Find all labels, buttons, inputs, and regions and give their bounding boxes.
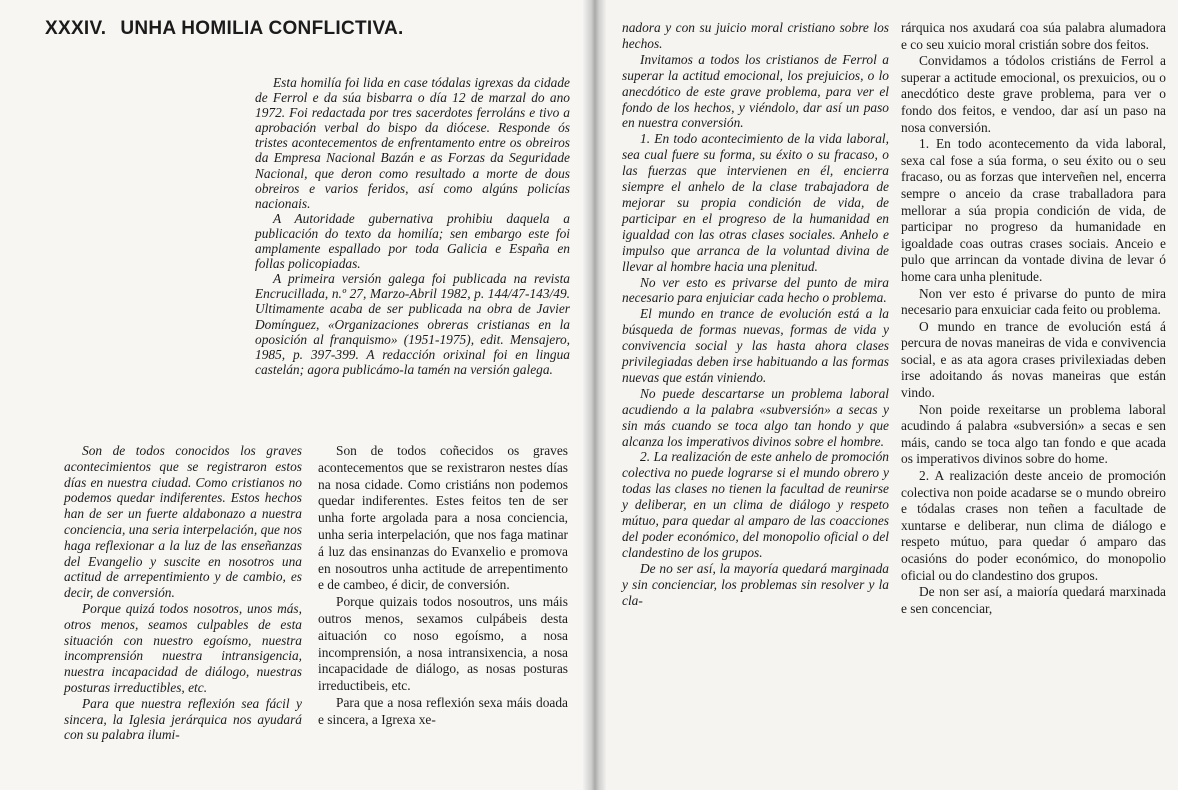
spanish-paragraph: 2. La realización de este anhelo de promoción colectiva no puede lograrse si el mundo obrero y todas las clases no tienen la facultad de reunirse y deliberar, en un clima de diálogo y respeto mútuo, para quedar al amparo de las coacciones del poder económico, del monopolio oficial o del clandestino de los grupos.	[622, 449, 889, 560]
galician-paragraph: Son de todos coñecidos os graves acontecementos que se rexistraron nestes días na nosa cidade. Como cristiáns non podemos quedar indiferentes. Estes feitos ten de ser unha forte argolada para a nosa conciencia, unha seria interpelación, que nos faga matinar á luz das ensinanzas do Evanxelio e promova en nosoutros unha actitude de arrepentimento e de cambeo, é dicir, de conversión.	[318, 443, 568, 593]
galician-column-right	[901, 20, 1166, 617]
book-gutter	[583, 0, 606, 790]
right-page	[606, 0, 1178, 790]
galician-paragraph: Convidamos a tódolos cristiáns de Ferrol a superar a actitude emocional, os prexuicios, ou o anecdótico deste grave problema, para ver o fondo dos feitos, e vendoo, dar así un paso na nosa conversión.	[901, 53, 1166, 135]
galician-column-left	[318, 443, 568, 729]
galician-paragraph: 2. A realización deste anceio de promoción colectiva non poide acadarse se o mundo obreiro e tódalas crases non teñen a facultade de xuntarse e deliberar, nun clima de diálogo e respeto mútuo, para quedar ó amparo das ocasións do poder económico, do monopolio oficial ou do clandestino dos grupos.	[901, 468, 1166, 583]
intro-note	[255, 75, 570, 377]
spanish-paragraph: No puede descartarse un problema laboral acudiendo a la palabra «subversión» a secas y sin más cuando se toca algo tan hondo y que alcanza los imperativos divinos sobre el hombre.	[622, 385, 889, 449]
chapter-number: XXXIV.	[45, 18, 107, 39]
galician-paragraph: Porque quizais todos nosoutros, uns máis outros menos, sexamos culpábeis desta aituación co noso egoísmo, a nosa incomprensión, a nosa intransixencia, a nosa incapacidade de diálogo, as nosas posturas irreductibeis, etc.	[318, 594, 568, 694]
galician-paragraph: Para que a nosa reflexión sexa máis doada e sincera, a Igrexa xe-	[318, 694, 568, 727]
chapter-heading	[45, 18, 404, 40]
galician-paragraph: Non ver esto é privarse do punto de mira necesario para enxuiciar cada feito ou problema.	[901, 285, 1166, 318]
spanish-paragraph: Para que nuestra reflexión sea fácil y sincera, la Iglesia jerárquica nos ayudará con su palabra ilumi-	[64, 695, 302, 743]
galician-paragraph: rárquica nos axudará coa súa palabra alumadora e co seu xuicio moral cristián sobre dos feitos.	[901, 20, 1166, 52]
spanish-paragraph: Son de todos conocidos los graves acontecimientos que se registraron estos días en nuestra ciudad. Como cristianos no podemos quedar indiferentes. Estos hechos han de ser un fuerte aldabonazo a nuestra conciencia, una seria interpelación, que nos haga reflexionar a la luz de las enseñanzas del Evangelio y suscite en nosotros una actitud de arrepentimiento y de cambio, es decir, de conversión.	[64, 443, 302, 601]
spanish-paragraph: El mundo en trance de evolución está a la búsqueda de formas nuevas, formas de vida y convivencia social y las hasta ahora clases privilegiadas deben irse habituando a las formas nuevas que están viniendo.	[622, 306, 889, 385]
galician-paragraph: De non ser así, a maioría quedará marxinada e sen concenciar,	[901, 584, 1166, 616]
intro-paragraph: A Autoridade gubernativa prohibiu daquela a publicación do texto da homilía; sen embargo este foi amplamente espallado por toda Galicia e España en follas policopiadas.	[255, 210, 570, 272]
galician-paragraph: O mundo en trance de evolución está á percura de novas maneiras de vida e convivencia social, e as ata agora crases privilexiadas deben irse adoitando ás novas maneiras que están vindo.	[901, 318, 1166, 401]
left-page	[0, 0, 583, 790]
spanish-paragraph: No ver esto es privarse del punto de mira necesario para enjuiciar cada hecho o problema.	[622, 274, 889, 306]
intro-paragraph: A primeira versión galega foi publicada na revista Encrucillada, n.º 27, Marzo-Abril 1982, p. 144/47-143/49. Ultimamente acaba de ser publicada na obra de Javier Domínguez, «Organizaciones obreras cristianas en la oposición al franquismo» (1951-1975), edit. Mensajero, 1985, p. 397-399. A redacción orixinal foi en lingua castelán; agora publicámo-la tamén na versión galega.	[255, 271, 570, 377]
spanish-column-left	[64, 443, 302, 743]
spanish-paragraph: Invitamos a todos los cristianos de Ferrol a superar la actitud emocional, los prejuicios, o lo anecdótico de este grave problema, para ver el fondo de los hechos, y viéndolo, dar así un paso en nuestra conversión.	[622, 51, 889, 131]
spanish-paragraph: 1. En todo acontecimiento de la vida laboral, sea cual fuere su forma, su éxito o su fracaso, o las fuerzas que intervienen en él, encierra siempre el anhelo de la clase trabajadora de mejorar su propia condición de vida, de participar en el progreso de la humanidad en igualdad con las otras clases sociales. Anhelo e impulso que arranca de la voluntad divina de llevar al hombre hacia una plenitud.	[622, 131, 889, 274]
chapter-title: UNHA HOMILIA CONFLICTIVA.	[120, 18, 404, 39]
galician-paragraph: Non poide rexeitarse un problema laboral acudindo á palabra «subversión» a secas e sen máis, cando se toca algo tan fondo e que acada os imperativos divinos sobre do home.	[901, 401, 1166, 467]
spanish-column-right	[622, 20, 889, 609]
galician-paragraph: 1. En todo acontecemento da vida laboral, sexa cal fose a súa forma, o seu éxito ou o seu fracaso, ou as forzas que interveñen nel, encerra sempre o anceio da crase traballadora para mellorar a súa propia condición de vida, de participar no progreso da humanidade en igoaldade coas outras crases sociais. Anceio e pulo que arrincan da vontade divina de levar ó home cara unha plenitude.	[901, 136, 1166, 284]
spanish-paragraph: De no ser así, la mayoría quedará marginada y sin concienciar, los problemas sin resolver y la cla-	[622, 560, 889, 608]
intro-paragraph: Esta homilía foi lida en case tódalas igrexas da cidade de Ferrol e da súa bisbarra o día 12 de marzal do ano 1972. Foi redactada por tres sacerdotes ferroláns e tivo a aprobación verbal do bispo da diócese. Responde ós tristes acontecementos de enfrentamento entre os obreiros da Empresa Nacional Bazán e as Forzas da Seguridade Nacional, que deron como resultado a morte de dous obreiros e varios feridos, así como algúns policías nacionais.	[255, 75, 570, 211]
spanish-paragraph: nadora y con su juicio moral cristiano sobre los hechos.	[622, 20, 889, 51]
spanish-paragraph: Porque quizá todos nosotros, unos más, otros menos, seamos culpables de esta situación con nuestro egoísmo, nuestra incomprensión nuestra intransigencia, nuestra incapacidad de diálogo, nuestras posturas irreductibles, etc.	[64, 600, 302, 695]
